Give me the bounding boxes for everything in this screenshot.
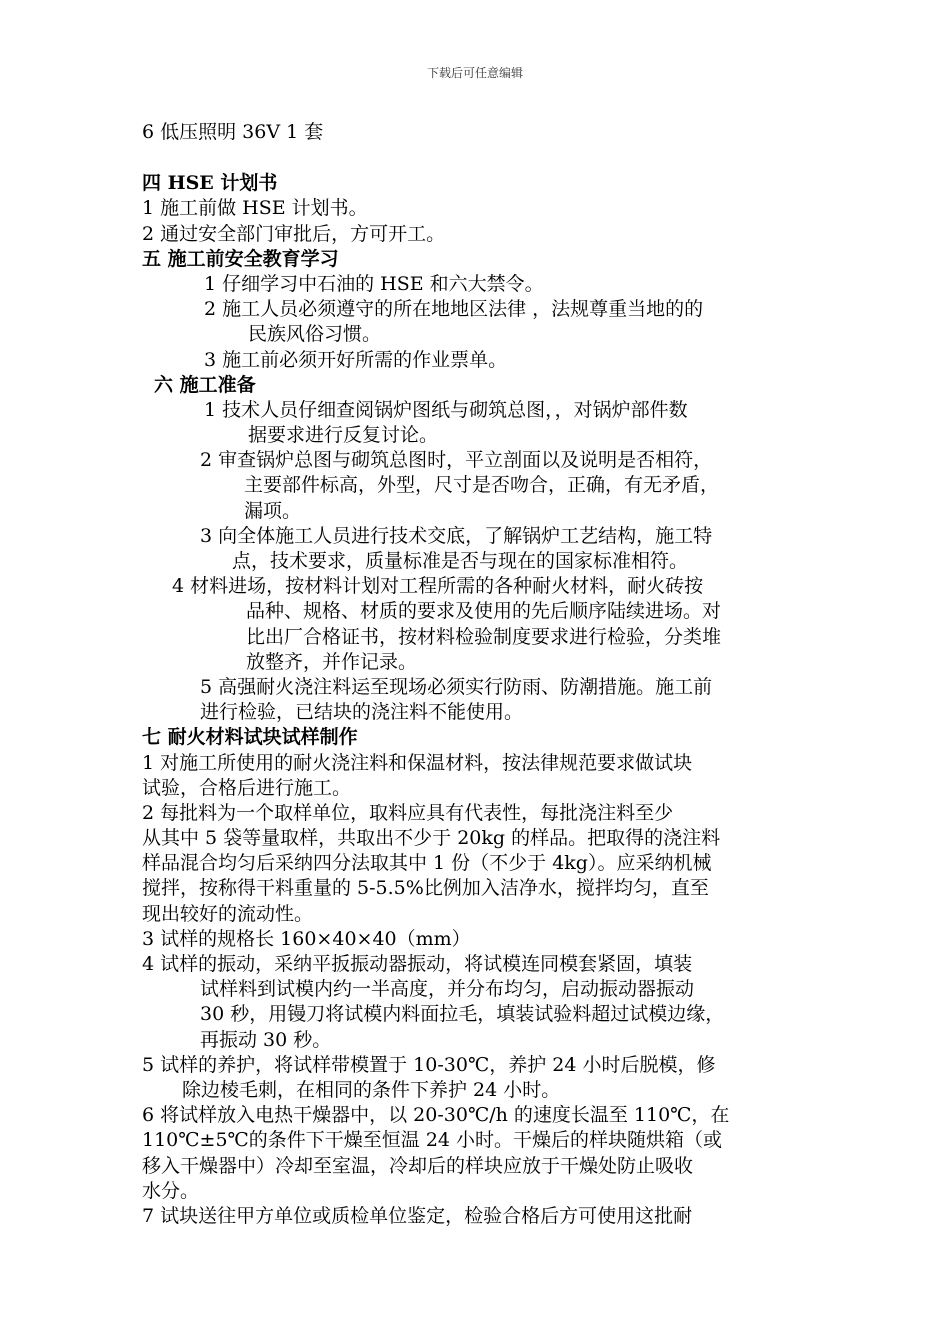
text-line: 比出厂合格证书，按材料检验制度要求进行检验，分类堆 (246, 625, 722, 648)
text-line: 从其中 5 袋等量取样，共取出不少于 20kg 的样品。把取得的浇注料 (142, 827, 721, 850)
section-heading: 六 施工准备 (154, 373, 256, 396)
text-line: 1 施工前做 HSE 计划书。 (142, 197, 368, 220)
text-line: 现出较好的流动性。 (142, 902, 314, 925)
text-line: 再振动 30 秒。 (200, 1028, 332, 1051)
text-line: 移入干燥器中）冷却至室温，冷却后的样块应放于干燥处防止吸收 (142, 1154, 694, 1177)
text-line: 放整齐，并作记录。 (246, 650, 418, 673)
text-line: 2 每批料为一个取样单位，取料应具有代表性，每批浇注料至少 (142, 801, 674, 824)
text-line: 5 试样的养护，将试样带模置于 10-30℃，养护 24 小时后脱模，修 (142, 1053, 716, 1076)
text-line: 主要部件标高，外型，尺寸是否吻合，正确，有无矛盾， (244, 474, 720, 497)
text-line: 据要求进行反复讨论。 (248, 424, 439, 447)
text-line: 样品混合均匀后采纳四分法取其中 1 份（不少于 4kg）。应采纳机械 (142, 852, 712, 875)
text-line: 1 仔细学习中石油的 HSE 和六大禁令。 (204, 272, 544, 295)
section-heading: 四 HSE 计划书 (142, 172, 278, 195)
text-line: 3 施工前必须开好所需的作业票单。 (204, 348, 508, 371)
text-line: 漏项。 (244, 499, 302, 522)
text-line: 水分。 (142, 1179, 200, 1202)
text-line: 搅拌，按称得干料重量的 5-5.5%比例加入洁净水，搅拌均匀，直至 (142, 877, 709, 900)
text-line: 3 向全体施工人员进行技术交底，了解锅炉工艺结构，施工特 (200, 524, 713, 547)
text-line: 除边棱毛刺，在相同的条件下养护 24 小时。 (182, 1078, 561, 1101)
text-line: 1 对施工所使用的耐火浇注料和保温材料，按法律规范要求做试块 (142, 751, 693, 774)
section-heading: 七 耐火材料试块试样制作 (142, 726, 358, 749)
text-line: 7 试块送往甲方单位或质检单位鉴定，检验合格后方可使用这批耐 (142, 1204, 693, 1227)
document-body (142, 120, 822, 1229)
text-line: 民族风俗习惯。 (248, 323, 382, 346)
text-line: 点，技术要求，质量标准是否与现在的国家标准相符。 (232, 550, 689, 572)
text-line: 试样料到试模内约一半高度，并分布均匀，启动振动器振动 (200, 978, 695, 1001)
text-line: 1 技术人员仔细查阅锅炉图纸与砌筑总图，，对锅炉部件数 (204, 398, 688, 421)
text-line: 3 试样的规格长 160×40×40（mm） (142, 927, 471, 950)
text-line: 2 施工人员必须遵守的所在地地区法律 ，法规尊重当地的的 (204, 298, 704, 321)
text-line: 5 高强耐火浇注料运至现场必须实行防雨、防潮措施。施工前 (200, 675, 713, 698)
text-line: 4 材料进场，按材料计划对工程所需的各种耐火材料，耐火砖按 (172, 575, 704, 598)
text-line: 2 通过安全部门审批后，方可开工。 (142, 222, 446, 245)
text-line: 品种、规格、材质的要求及使用的先后顺序陆续进场。对 (246, 600, 722, 623)
text-line: 4 试样的振动，采纳平扳振动器振动，将试模连同模套紧固，填装 (142, 953, 693, 975)
page-header: 下载后可任意编辑 (426, 66, 523, 80)
text-line: 110℃±5℃的条件下干燥至恒温 24 小时。干燥后的样块随烘箱（或 (142, 1129, 723, 1152)
text-line: 2 审查锅炉总图与砌筑总图时，平立剖面以及说明是否相符， (200, 449, 713, 472)
text-line: 30 秒，用镘刀将试模内料面拉毛，填装试验料超过试模边缘， (200, 1003, 725, 1026)
paragraph-gap (142, 145, 822, 171)
text-line: 6 将试样放入电热干燥器中，以 20-30℃/h 的速度长温至 110℃，在 (142, 1104, 730, 1127)
section-heading: 五 施工前安全教育学习 (142, 247, 339, 270)
text-line: 进行检验，已结块的浇注料不能使用。 (200, 701, 524, 724)
text-line: 6 低压照明 36V 1 套 (142, 121, 324, 143)
text-line: 试验，合格后进行施工。 (142, 776, 352, 799)
